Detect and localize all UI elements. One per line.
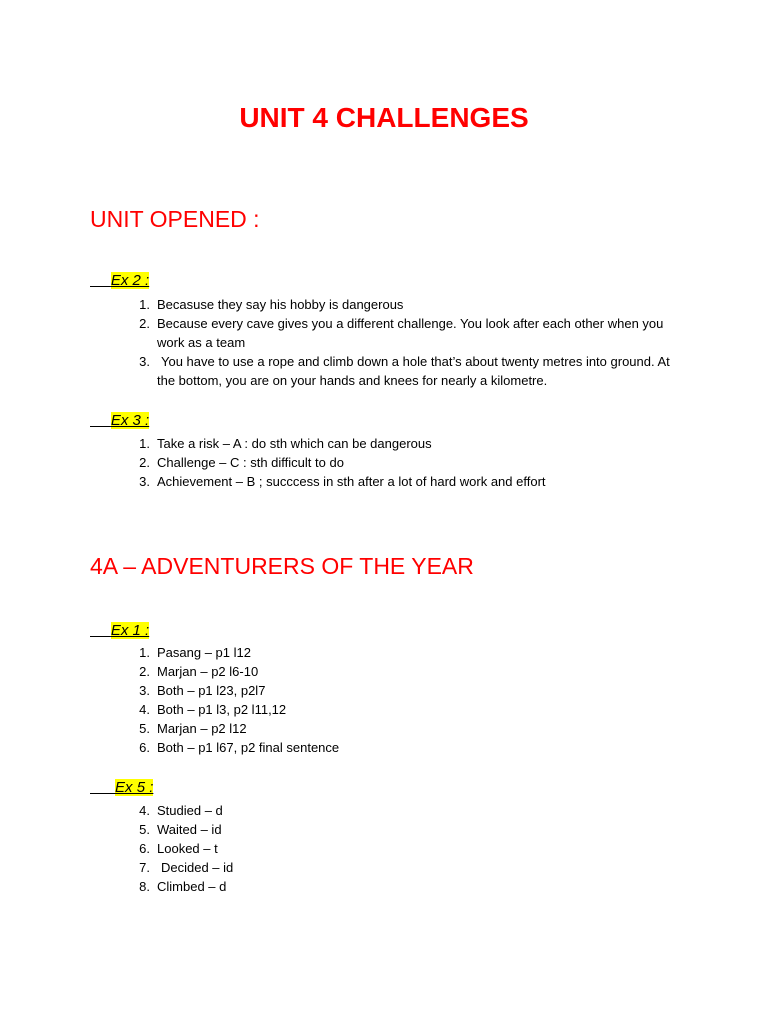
answer-list-ex5 [130, 801, 690, 896]
list-number: 3. [139, 354, 150, 369]
list-number: 8. [139, 879, 150, 894]
exercise-label-text: Ex 1 : [110, 622, 150, 639]
list-item [130, 295, 690, 314]
list-text: Achievement – B ; succcess in sth after a lot of hard work and effort [157, 474, 546, 489]
list-item [130, 719, 690, 738]
list-number: 7. [139, 860, 150, 875]
list-item [130, 681, 690, 700]
list-item [130, 472, 690, 491]
list-item [130, 738, 690, 757]
list-item [130, 662, 690, 681]
list-text: Pasang – p1 l12 [157, 645, 251, 660]
list-number: 5. [139, 822, 150, 837]
list-number: 5. [139, 721, 150, 736]
list-text: Climbed – d [157, 879, 227, 894]
list-number: 6. [139, 841, 150, 856]
exercise-label-ex3 [90, 412, 149, 430]
list-text: Waited – id [157, 822, 222, 837]
list-item [130, 453, 690, 472]
list-number: 3. [139, 683, 150, 698]
exercise-label-text: Ex 5 : [115, 779, 154, 796]
list-text: Take a risk – A : do sth which can be dangerous [157, 436, 432, 451]
answer-list-ex2 [130, 295, 690, 390]
list-item [130, 434, 690, 453]
list-number: 1. [139, 436, 150, 451]
list-item [130, 801, 690, 820]
list-text: Decided – id [161, 860, 234, 875]
exercise-label-ex1 [90, 622, 149, 640]
page-title: UNIT 4 CHALLENGES [239, 102, 529, 133]
list-text: Challenge – C : sth difficult to do [157, 455, 344, 470]
section-heading-unit-opened: UNIT OPENED : [90, 206, 260, 232]
answer-list-ex1 [130, 643, 690, 757]
list-text: You have to use a rope and climb down a hole that’s about twenty metres into ground. At the bottom, you are on your hands and knees for nearly a kilometre. [157, 354, 670, 388]
list-number: 2. [139, 664, 150, 679]
list-text: Marjan – p2 l12 [157, 721, 247, 736]
list-item [130, 877, 690, 896]
section-heading-4a: 4A – ADVENTURERS OF THE YEAR [90, 553, 474, 579]
list-number: 3. [139, 474, 150, 489]
list-text: Both – p1 l3, p2 l11,12 [157, 702, 287, 717]
exercise-label-text: Ex 3 : [110, 412, 150, 429]
list-text: Marjan – p2 l6-10 [157, 664, 259, 679]
list-item [130, 643, 690, 662]
list-number: 1. [139, 645, 150, 660]
list-item [130, 839, 690, 858]
exercise-label-ex5 [90, 779, 153, 797]
list-number: 4. [139, 803, 150, 818]
list-number: 2. [139, 316, 150, 331]
list-text: Looked – t [157, 841, 218, 856]
list-item [130, 820, 690, 839]
exercise-label-text: Ex 2 : [110, 272, 150, 289]
list-text: Both – p1 l23, p2l7 [157, 683, 266, 698]
list-number: 4. [139, 702, 150, 717]
list-item [130, 858, 690, 877]
list-text: Becasuse they say his hobby is dangerous [157, 297, 404, 312]
list-text: Studied – d [157, 803, 223, 818]
list-text: Because every cave gives you a different challenge. You look after each other when you work as a team [157, 316, 664, 350]
list-item [130, 314, 690, 352]
list-item [130, 352, 690, 390]
answer-list-ex3 [130, 434, 690, 491]
exercise-label-ex2 [90, 272, 149, 290]
list-number: 2. [139, 455, 150, 470]
list-number: 1. [139, 297, 150, 312]
list-item [130, 700, 690, 719]
list-text: Both – p1 l67, p2 final sentence [157, 740, 340, 755]
list-number: 6. [139, 740, 150, 755]
